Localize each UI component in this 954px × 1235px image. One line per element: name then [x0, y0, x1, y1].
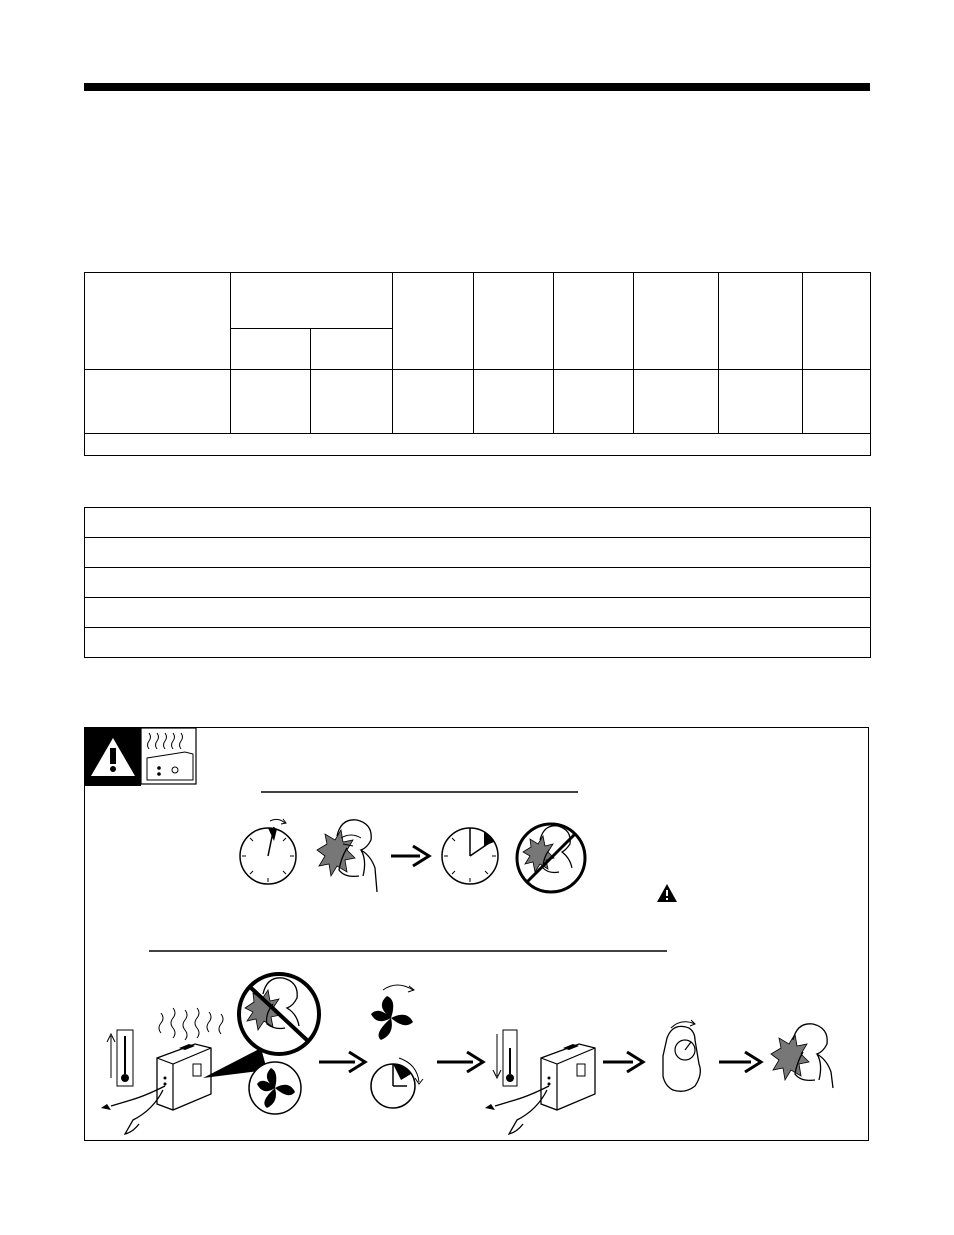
list-row: [85, 538, 870, 568]
fan-running-icon: [371, 985, 414, 1040]
list-row: [85, 568, 870, 598]
arrow-icon: [719, 1052, 761, 1072]
welder-welding-icon: [771, 1024, 833, 1088]
warning-triangle-icon: [85, 728, 141, 786]
arrow-icon: [437, 1052, 483, 1072]
stopwatch-icon: [371, 1058, 423, 1108]
no-welding-icon: [239, 974, 319, 1054]
specifications-table: [84, 272, 871, 456]
welding-machine-icon: [485, 1044, 595, 1134]
heat-waves-icon: [159, 1008, 223, 1040]
welder-welding-icon: [317, 820, 377, 892]
arrow-icon: [319, 1052, 365, 1072]
hand-adjusting-knob-icon: [663, 1020, 700, 1091]
thermometer-rising-icon: [107, 1030, 133, 1086]
list-row: [85, 598, 870, 628]
arrow-icon: [603, 1052, 643, 1072]
duty-cycle-warning-box: [84, 727, 869, 1141]
list-row: [85, 628, 870, 658]
list-row: [85, 508, 870, 538]
stopwatch-icon: [240, 819, 296, 884]
no-welding-icon: [517, 824, 585, 892]
small-warning-icon: [657, 884, 677, 902]
fan-icon: [249, 1062, 301, 1114]
thermometer-falling-icon: [493, 1030, 517, 1086]
info-list-table: [84, 507, 871, 658]
top-rule: [84, 83, 870, 91]
overheating-machine-icon: [141, 728, 196, 784]
arrow-icon: [391, 846, 429, 866]
stopwatch-icon: [442, 828, 498, 884]
